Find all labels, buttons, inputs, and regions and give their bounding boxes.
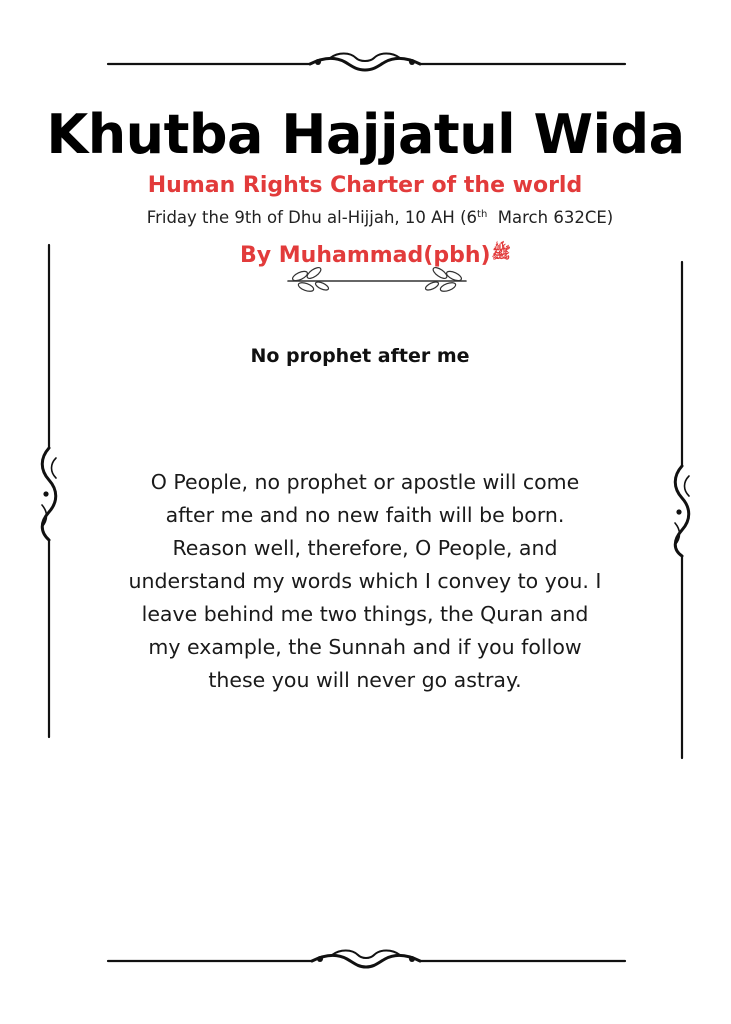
author-name: By Muhammad(pbh) [240,243,491,268]
page-title: Khutba Hajjatul Wida [46,103,685,166]
section-heading: No prophet after me [250,345,470,367]
page-subtitle: Human Rights Charter of the world [147,173,583,198]
dateline-prefix: Friday the 9th of Dhu al-Hijjah, 10 AH (6 [146,208,478,227]
dateline [60,203,700,230]
body-paragraph: O People, no prophet or apostle will come after me and no new faith will be born. Reason well, therefore, O People, and understand my words which I convey to you. I leave behind me two things, the Quran and my example, the Sunnah and if you follow these you will never go astray. [128,470,602,692]
author-seal: ﷺ [491,243,511,262]
dateline-suffix: March 632CE) [487,208,614,227]
author-line [240,238,560,271]
dateline-superscript: th [477,209,488,220]
